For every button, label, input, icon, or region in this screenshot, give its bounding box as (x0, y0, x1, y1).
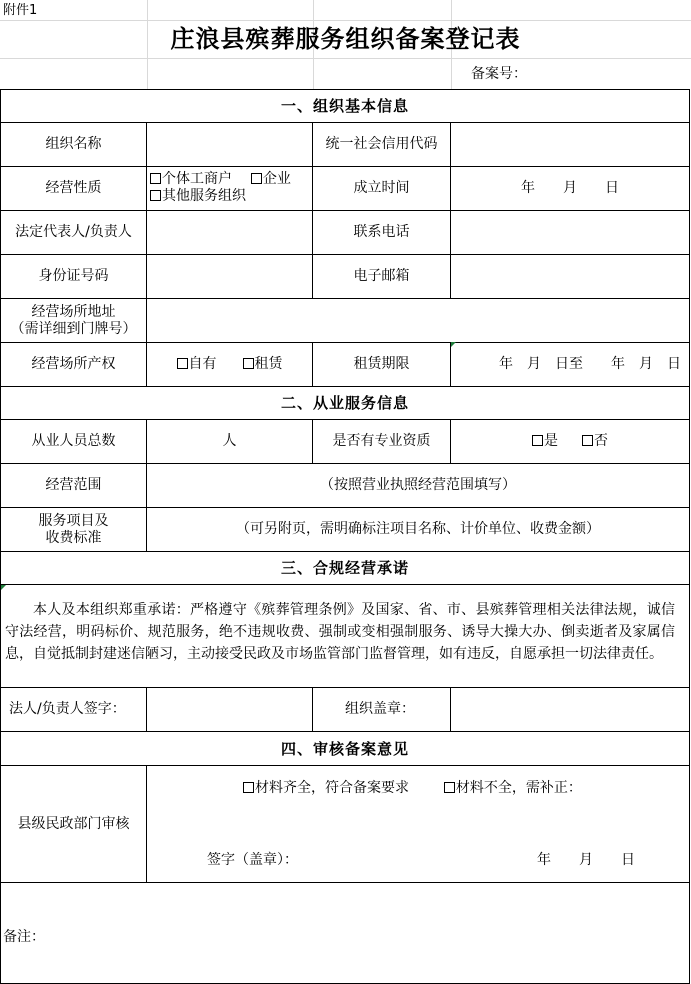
checkbox-enterprise[interactable]: 企业 (251, 171, 291, 187)
checkbox-materials-incomplete[interactable]: 材料不全，需补正： (444, 780, 582, 796)
items-field[interactable]: （可另附页，需明确标注项目名称、计价单位、收费金额） (146, 507, 690, 552)
checkbox-qualified-no[interactable]: 否 (582, 433, 608, 450)
nature-options (146, 166, 313, 211)
review-area (146, 765, 690, 883)
address-label (0, 298, 147, 343)
items-label (0, 507, 147, 552)
sign-label: 法人/负责人签字： (0, 687, 147, 732)
review-sign-label: 签字（盖章）： (207, 852, 298, 868)
items-label-line1: 服务项目及 (38, 512, 109, 529)
email-label: 电子邮箱 (312, 254, 451, 299)
address-label-line1: 经营场所地址 (31, 303, 116, 320)
section-basic-info: 一、组织基本信息 (0, 89, 690, 123)
address-field[interactable] (146, 298, 690, 343)
staff-total-field[interactable]: 人 (146, 419, 313, 464)
address-label-line2: （需详细到门牌号） (10, 320, 137, 337)
review-date[interactable]: 年 月 日 (537, 852, 635, 868)
remark-field[interactable]: 备注： (0, 882, 690, 984)
scope-label: 经营范围 (0, 463, 147, 508)
section-review: 四、审核备案意见 (0, 731, 690, 766)
org-name-label: 组织名称 (0, 122, 147, 167)
property-options (146, 342, 313, 387)
staff-total-label: 从业人员总数 (0, 419, 147, 464)
pledge-text: 本人及本组织郑重承诺：严格遵守《殡葬管理条例》及国家、省、市、县殡葬管理相关法律法规，诚信守法经营，明码标价、规范服务，绝不违规收费、强制或变相强制服务、诱导大操大办、倒卖逝者及家属信息，自觉抵制封建迷信陋习，主动接受民政及市场监管部门监督管理，如有违反，自愿承担一切法律责任。 (0, 584, 690, 688)
legal-rep-field[interactable] (146, 210, 313, 255)
checkbox-individual[interactable]: 个体工商户 (150, 171, 232, 187)
email-field[interactable] (450, 254, 690, 299)
checkbox-materials-complete[interactable]: 材料齐全，符合备案要求 (243, 780, 409, 796)
items-label-line2: 收费标准 (45, 529, 102, 546)
checkbox-qualified-yes[interactable]: 是 (532, 433, 558, 450)
phone-field[interactable] (450, 210, 690, 255)
record-no-label: 备案号： (471, 65, 527, 82)
property-label: 经营场所产权 (0, 342, 147, 387)
checkbox-other-org[interactable]: 其他服务组织 (150, 188, 246, 204)
checkbox-owned[interactable]: 自有 (177, 356, 217, 373)
legal-rep-label: 法定代表人/负责人 (0, 210, 147, 255)
scope-field[interactable]: （按照营业执照经营范围填写） (146, 463, 690, 508)
lease-dates-field[interactable]: 年 月 日至 年 月 日 (450, 342, 690, 387)
seal-label: 组织盖章： (312, 687, 451, 732)
cell-comment-marker (451, 342, 456, 347)
gridline (0, 58, 691, 59)
phone-label: 联系电话 (312, 210, 451, 255)
nature-label: 经营性质 (0, 166, 147, 211)
sign-field[interactable] (146, 687, 313, 732)
qualified-options (450, 419, 690, 464)
lease-term-label: 租赁期限 (312, 342, 451, 387)
page-title: 庄浪县殡葬服务组织备案登记表 (170, 23, 521, 53)
review-dept-label: 县级民政部门审核 (0, 765, 147, 883)
id-no-label: 身份证号码 (0, 254, 147, 299)
attachment-label: 附件1 (3, 3, 38, 19)
org-name-field[interactable] (146, 122, 313, 167)
qualified-label: 是否有专业资质 (312, 419, 451, 464)
section-service-info: 二、从业服务信息 (0, 386, 690, 420)
found-time-label: 成立时间 (312, 166, 451, 211)
credit-code-label: 统一社会信用代码 (312, 122, 451, 167)
section-pledge: 三、合规经营承诺 (0, 551, 690, 585)
seal-field[interactable] (450, 687, 690, 732)
found-date-field[interactable]: 年 月 日 (450, 166, 690, 211)
credit-code-field[interactable] (450, 122, 690, 167)
checkbox-leased[interactable]: 租赁 (243, 356, 283, 373)
id-no-field[interactable] (146, 254, 313, 299)
